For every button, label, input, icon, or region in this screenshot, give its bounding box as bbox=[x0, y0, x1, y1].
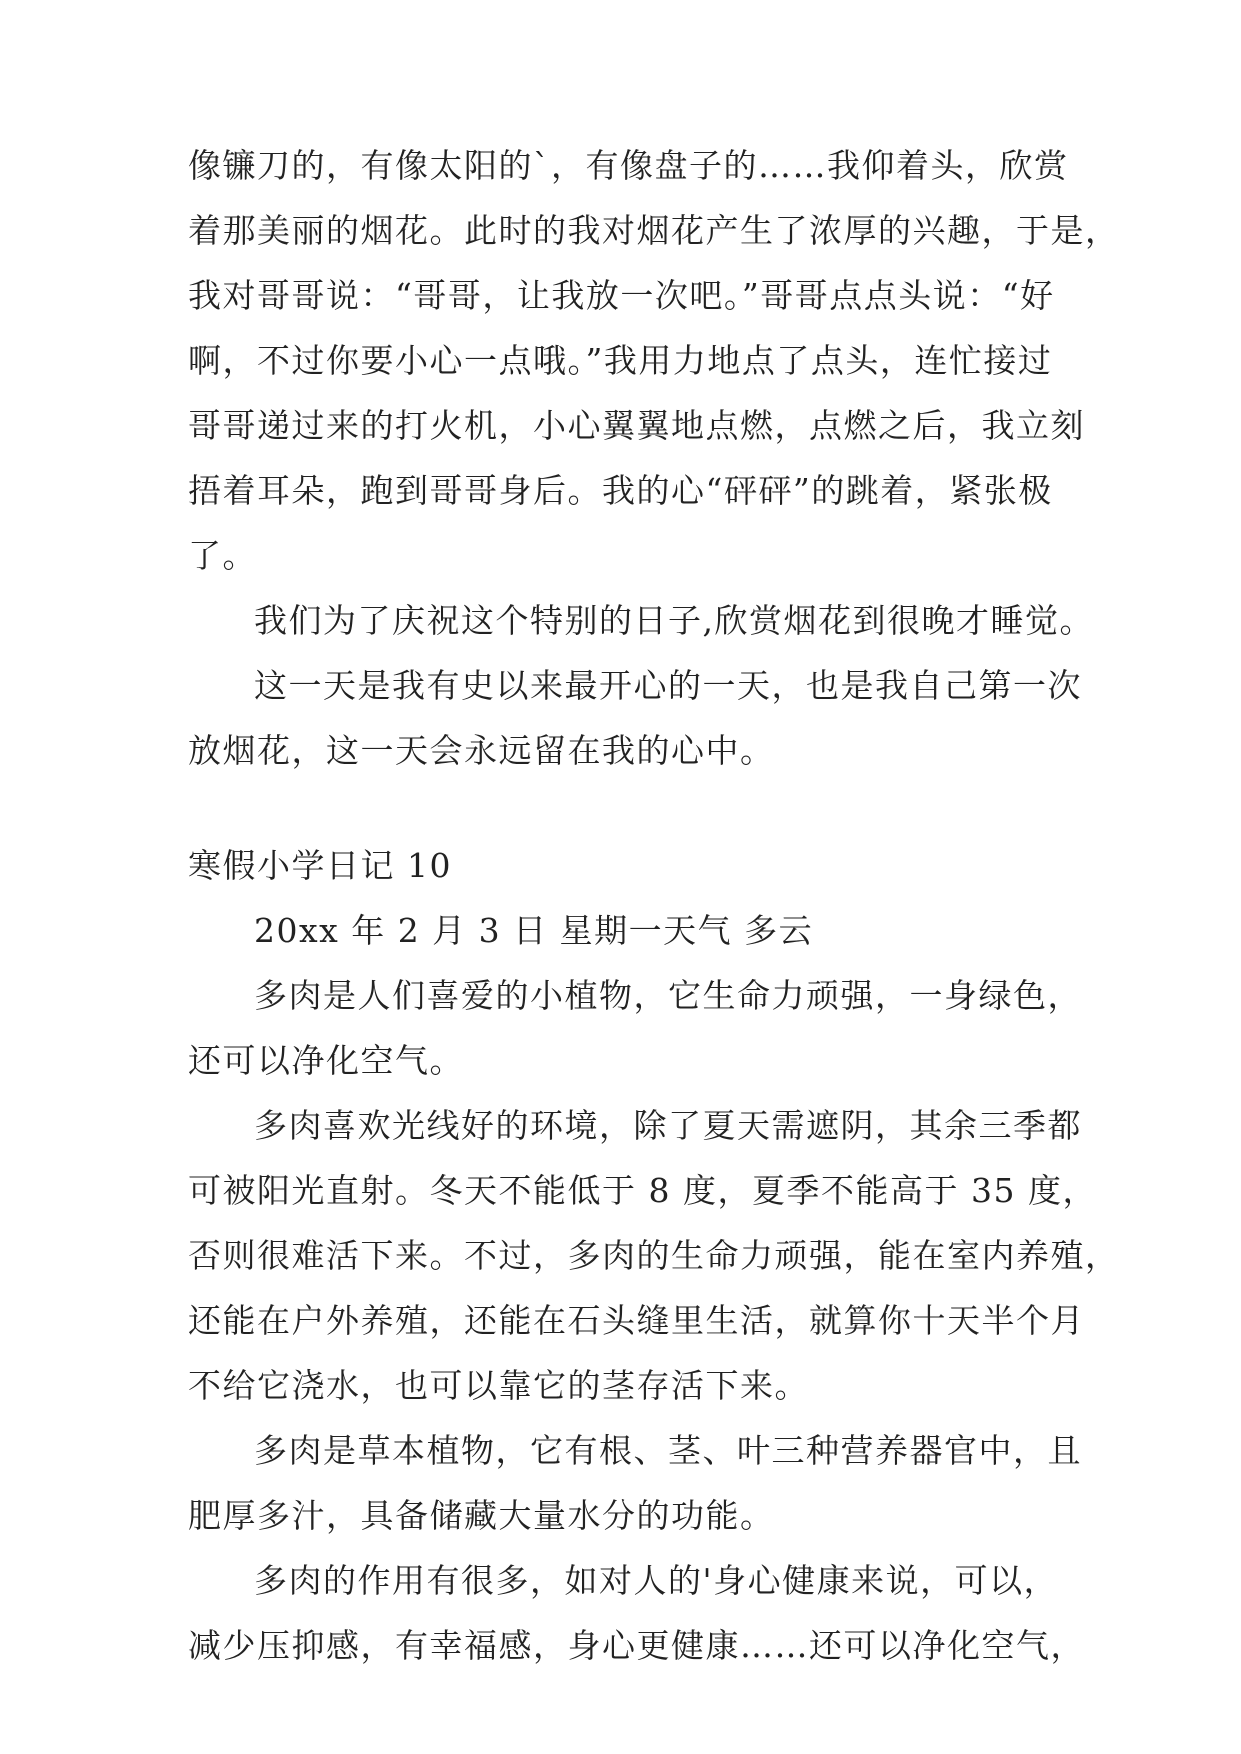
paragraph-line: 多肉是草本植物，它有根、茎、叶三种营养器官中，且 bbox=[254, 1431, 1082, 1470]
paragraph-line: 肥厚多汁，具备储藏大量水分的功能。 bbox=[188, 1496, 775, 1535]
paragraph-line: 我们为了庆祝这个特别的日子,欣赏烟花到很晚才睡觉。 bbox=[254, 601, 1094, 640]
paragraph-line: 了。 bbox=[188, 536, 257, 575]
paragraph-line: 我对哥哥说：“哥哥，让我放一次吧。”哥哥点点头说：“好 bbox=[188, 276, 1055, 315]
paragraph-line: 哥哥递过来的打火机，小心翼翼地点燃，点燃之后，我立刻 bbox=[188, 406, 1085, 445]
paragraph-line: 多肉是人们喜爱的小植物，它生命力顽强，一身绿色， bbox=[254, 976, 1082, 1015]
diary-title: 寒假小学日记 10 bbox=[188, 846, 452, 885]
paragraph-line: 像镰刀的，有像太阳的`，有像盘子的……我仰着头，欣赏 bbox=[188, 146, 1069, 185]
paragraph-line: 减少压抑感，有幸福感，身心更健康……还可以净化空气， bbox=[188, 1626, 1085, 1665]
paragraph-line: 啊，不过你要小心一点哦。”我用力地点了点头，连忙接过 bbox=[188, 341, 1053, 380]
paragraph-line: 还可以净化空气。 bbox=[188, 1041, 464, 1080]
paragraph-line: 放烟花，这一天会永远留在我的心中。 bbox=[188, 731, 775, 770]
paragraph-line: 这一天是我有史以来最开心的一天，也是我自己第一次 bbox=[254, 666, 1082, 705]
paragraph-line: 否则很难活下来。不过，多肉的生命力顽强，能在室内养殖， bbox=[188, 1236, 1120, 1275]
paragraph-line: 还能在户外养殖，还能在石头缝里生活，就算你十天半个月 bbox=[188, 1301, 1085, 1340]
paragraph-line: 可被阳光直射。冬天不能低于 8 度，夏季不能高于 35 度， bbox=[188, 1171, 1097, 1210]
paragraph-line: 多肉喜欢光线好的环境，除了夏天需遮阴，其余三季都 bbox=[254, 1106, 1082, 1145]
paragraph-line: 多肉的作用有很多，如对人的'身心健康来说，可以， bbox=[254, 1561, 1059, 1600]
paragraph-line: 着那美丽的烟花。此时的我对烟花产生了浓厚的兴趣，于是， bbox=[188, 211, 1120, 250]
paragraph-line: 捂着耳朵，跑到哥哥身后。我的心“砰砰”的跳着，紧张极 bbox=[188, 471, 1053, 510]
paragraph-line: 不给它浇水，也可以靠它的茎存活下来。 bbox=[188, 1366, 809, 1405]
diary-date-line: 20xx 年 2 月 3 日 星期一天气 多云 bbox=[254, 911, 814, 950]
